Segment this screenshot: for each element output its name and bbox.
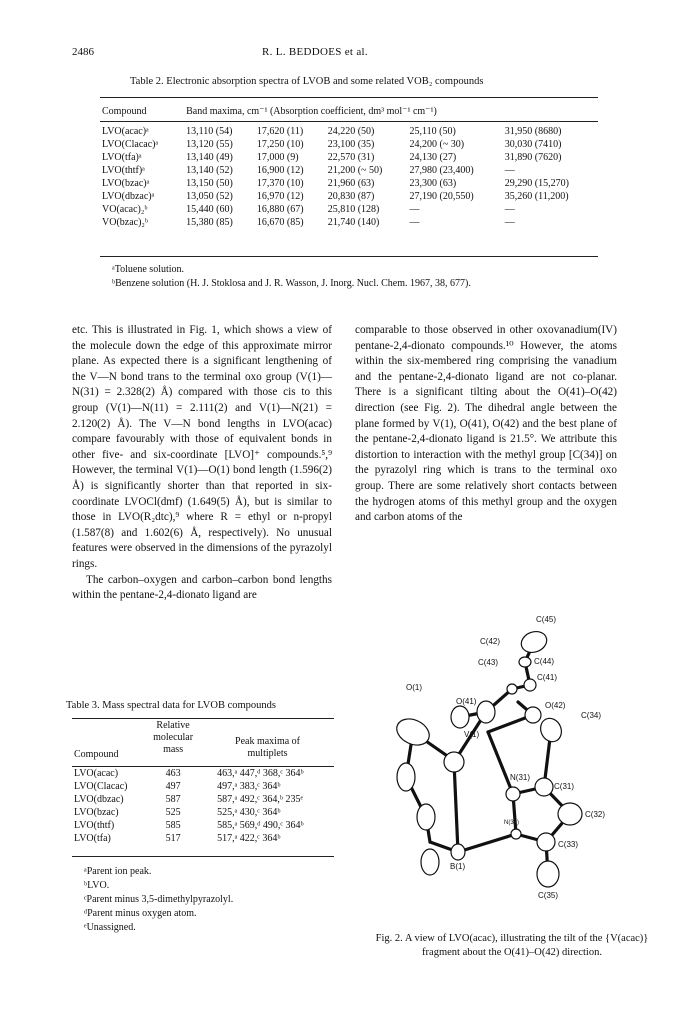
figure-2-caption: Fig. 2. A view of LVO(acac), illustrating the tilt of the {V(acac)} fragment about the O(41)–O(42) direction.	[375, 933, 649, 958]
table-row: VO(acac)₂ᵇ 15,440 (60) 16,880 (67) 25,810 (128) — —	[102, 204, 515, 215]
table-row: LVO(tfa)ᵃ 13,140 (49) 17,000 (9) 22,570 (31) 24,130 (27) 31,890 (7620)	[102, 152, 562, 163]
table-row: LVO(bzac) 525 525,ᵃ 430,ᶜ 364ᵇ	[74, 807, 281, 818]
table-row: LVO(tfa) 517 517,ᵃ 422,ᶜ 364ᵇ	[74, 833, 281, 844]
table2-col-compound: Compound	[102, 105, 147, 117]
atom-label: C(42)	[480, 637, 501, 646]
table3-footnote-b: ᵇLVO.	[84, 880, 110, 891]
table3-bottom-rule	[72, 856, 334, 857]
left-column	[72, 323, 332, 604]
table3-footnote-e: ᵉUnassigned.	[84, 922, 136, 933]
left-paragraph-1: etc. This is illustrated in Fig. 1, which shows a view of the molecule down the edge of this approximate mirror plane. As expected there is a significant lengthening of the V—N bond trans to the terminal oxo group (V(1)—N(31) = 2.328(2) Å) compared with those cis to this group (V(1)—N(11) = 2.111(2) and V(1)—N(21) = 2.120(2) Å). The V—N bond lengths in LVO(acac) compare favourably with those of equivalent bonds in other five- and six-coordinate [LVO]⁺ compounds.⁵,⁹ However, the terminal V(1)—O(1) bond length (1.596(2) Å) is significantly shorter than that reported in six-coordinate LVOCl(dmf) (1.649(5) Å), but is similar to those in LVO(R₂dtc),⁹ where R = ethyl or n-propyl (1.587(8) and 1.602(6) Å, respectively). No unusual features were observed in the dimensions of the pyrazolyl rings.	[72, 324, 332, 570]
table-row: VO(bzac)₂ᵇ 15,380 (85) 16,670 (85) 21,740 (140) — —	[102, 217, 515, 228]
table2-footnote-b: ᵇBenzene solution (H. J. Stoklosa and J. R. Wasson, J. Inorg. Nucl. Chem. 1967, 38, 677).	[112, 278, 471, 289]
table3-caption: Table 3. Mass spectral data for LVOB compounds	[66, 700, 276, 711]
atom-label: C(44)	[534, 657, 555, 666]
atom-label: C(35)	[538, 891, 559, 900]
atom-label: O(42)	[545, 701, 566, 710]
table3-col-mass: Relative molecular mass	[153, 720, 194, 755]
table3-footnote-c: ᶜParent minus 3,5-dimethylpyrazolyl.	[84, 894, 234, 905]
atom-label: C(41)	[537, 673, 558, 682]
table-row: LVO(Clacac) 497 497,ᵃ 383,ᶜ 364ᵇ	[74, 781, 281, 792]
table-row: LVO(Clacac)ᵃ 13,120 (55) 17,250 (10) 23,100 (35) 24,200 (~ 30) 30,030 (7410)	[102, 139, 562, 150]
table-row: LVO(acac) 463 463,ᵃ 447,ᵈ 368,ᶜ 364ᵇ	[74, 768, 304, 779]
table-row: LVO(acac)ᵃ 13,110 (54) 17,620 (11) 24,220 (50) 25,110 (50) 31,950 (8680)	[102, 126, 562, 137]
running-header: R. L. BEDDOES et al.	[262, 46, 368, 58]
table3-col-compound: Compound	[74, 749, 119, 760]
page-number: 2486	[72, 46, 94, 58]
atom-label: C(32)	[585, 810, 606, 819]
table-row: LVO(dbzac)ᵃ 13,050 (52) 16,970 (12) 20,830 (87) 27,190 (20,550) 35,260 (11,200)	[102, 191, 569, 202]
table-row: LVO(dbzac) 587 587,ᵃ 492,ᶜ 364,ᵇ 235ᵉ	[74, 794, 304, 805]
atom-label: N(31)	[510, 773, 531, 782]
figure-2	[358, 612, 658, 912]
table2-bottom-rule	[100, 256, 598, 257]
atom-label: N(32)	[504, 820, 520, 826]
left-paragraph-2: The carbon–oxygen and carbon–carbon bond lengths within the pentane-2,4-dionato ligand are	[72, 573, 332, 602]
table3-footnote-d: ᵈParent minus oxygen atom.	[84, 908, 197, 919]
ortep-structure-drawing	[358, 612, 658, 912]
atom-label: C(45)	[536, 615, 557, 624]
atom-label: O(41)	[456, 697, 477, 706]
table3	[72, 720, 334, 846]
atom-label: O(1)	[406, 683, 422, 692]
right-paragraph-1: comparable to those observed in other oxovanadium(IV) pentane-2,4-dionato compounds.¹⁰ However, the atoms within the six-membered ring comprising the vanadium and the pentane-2,4-dionato ligand are not co-planar. There is a significant tilting about the O(41)–O(42) direction (see Fig. 2). The dihedral angle between the plane formed by V(1), O(41), O(42) and the best plane of the pentane-2,4-dionato ligand is 21.5°. We attribute this distortion to interaction with the methyl group [C(34)] on the pyrazolyl ring which is trans to the terminal oxo group. There are some relatively short contacts between the hydrogen atoms of this methyl group and the oxygen and carbon atoms of the	[355, 324, 617, 524]
atom-label: V(1)	[464, 730, 480, 739]
atom-label: C(43)	[478, 658, 499, 667]
table3-top-rule	[72, 718, 334, 719]
atom-label: C(31)	[554, 782, 575, 791]
atom-label: C(34)	[581, 711, 602, 720]
atom-label: B(1)	[450, 862, 466, 871]
table2-caption: Table 2. Electronic absorption spectra of LVOB and some related VOB₂ compounds	[130, 76, 484, 87]
table-row: LVO(thtf)ᵃ 13,140 (52) 16,900 (12) 21,200 (~ 50) 27,980 (23,400) —	[102, 165, 515, 176]
table-row: LVO(thtf) 585 585,ᵃ 569,ᵈ 490,ᶜ 364ᵇ	[74, 820, 304, 831]
right-column	[355, 323, 617, 526]
table2-footnote-a: ᵃToluene solution.	[112, 264, 185, 275]
table-row: LVO(bzac)ᵃ 13,150 (50) 17,370 (10) 21,960 (63) 23,300 (63) 29,290 (15,270)	[102, 178, 569, 189]
atom-label: C(33)	[558, 840, 579, 849]
table3-footnote-a: ᵃParent ion peak.	[84, 866, 152, 877]
table2-top-rule	[100, 97, 598, 98]
table3-header-rule	[72, 766, 334, 767]
table2	[100, 100, 598, 230]
table2-col-band: Band maxima, cm⁻¹ (Absorption coefficient, dm³ mol⁻¹ cm⁻¹)	[186, 105, 437, 117]
table3-col-peaks: Peak maxima of multiplets	[235, 736, 301, 759]
